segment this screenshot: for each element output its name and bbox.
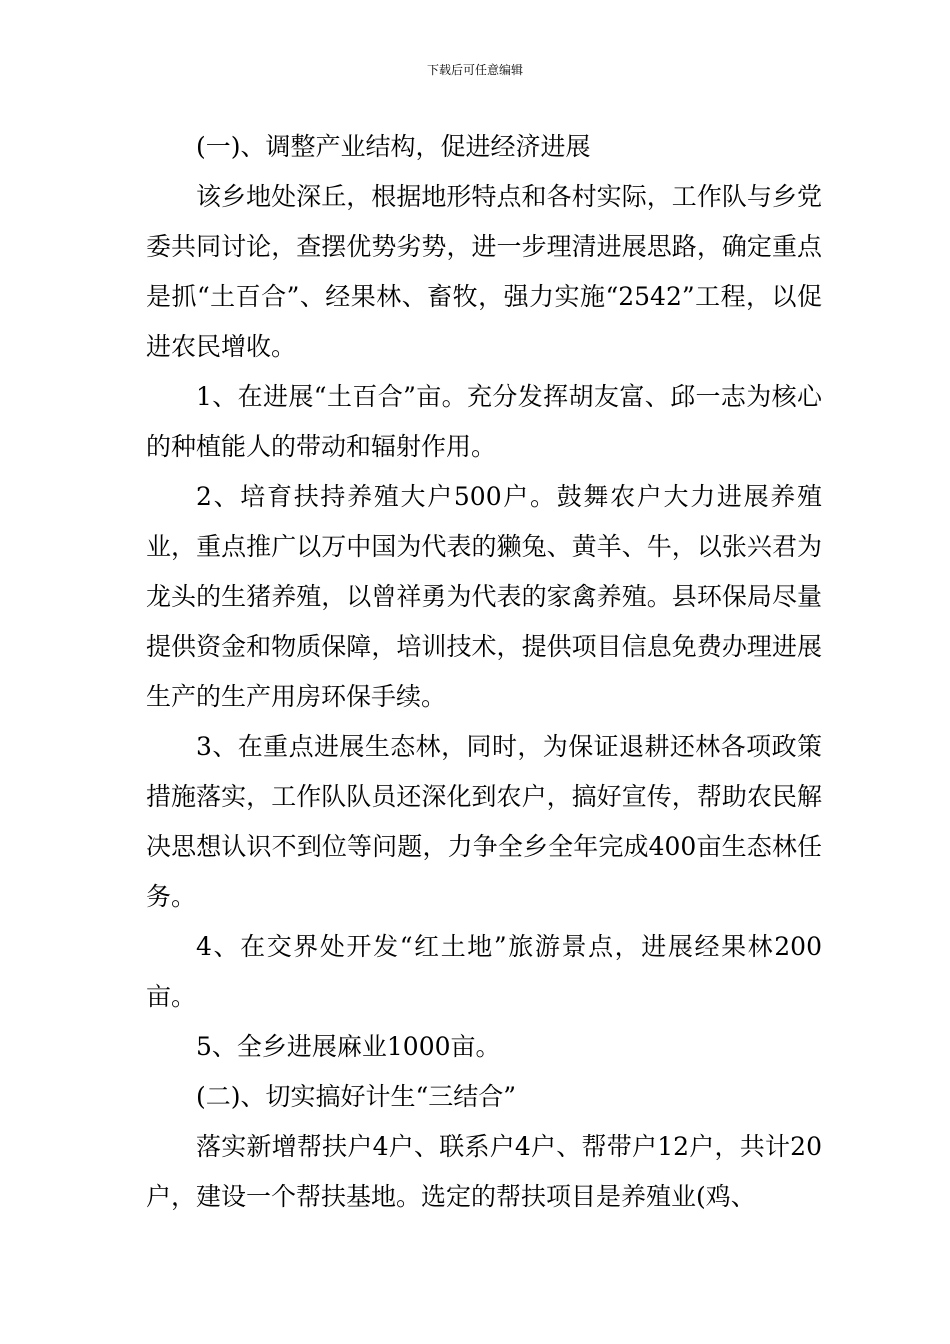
list-item: 1、在进展“土百合”亩。充分发挥胡友富、邱一志为核心的种植能人的带动和辐射作用。 xyxy=(146,382,822,461)
list-item: 5、全乡进展麻业1000亩。 xyxy=(196,1032,501,1061)
paragraph: 该乡地处深丘，根据地形特点和各村实际，工作队与乡党委共同讨论，查摆优势劣势，进一步理清进展思路，确定重点是抓“土百合”、经果林、畜牧，强力实施“2542”工程，以促进农民增收。 xyxy=(146,182,822,361)
list-item: 4、在交界处开发“红土地”旅游景点，进展经果林200亩。 xyxy=(146,932,822,1011)
section-heading-1: (一)、调整产业结构，促进经济进展 xyxy=(196,132,591,161)
paragraph: 落实新增帮扶户4户、联系户4户、帮带户12户，共计20户，建设一个帮扶基地。选定的帮扶项目是养殖业(鸡、 xyxy=(146,1132,822,1211)
list-item: 3、在重点进展生态林，同时，为保证退耕还林各项政策措施落实，工作队队员还深化到农户，搞好宣传，帮助农民解决思想认识不到位等问题，力争全乡全年完成400亩生态林任务。 xyxy=(146,732,822,911)
section-heading-2: (二)、切实搞好计生“三结合” xyxy=(196,1082,517,1111)
document-body xyxy=(146,122,822,1222)
list-item: 2、培育扶持养殖大户500户。鼓舞农户大力进展养殖业，重点推广以万中国为代表的獭兔、黄羊、牛，以张兴君为龙头的生猪养殖，以曾祥勇为代表的家禽养殖。县环保局尽量提供资金和物质保障，培训技术，提供项目信息免费办理进展生产的生产用房环保手续。 xyxy=(146,482,822,711)
page-header-note: 下载后可任意编辑 xyxy=(426,63,523,77)
